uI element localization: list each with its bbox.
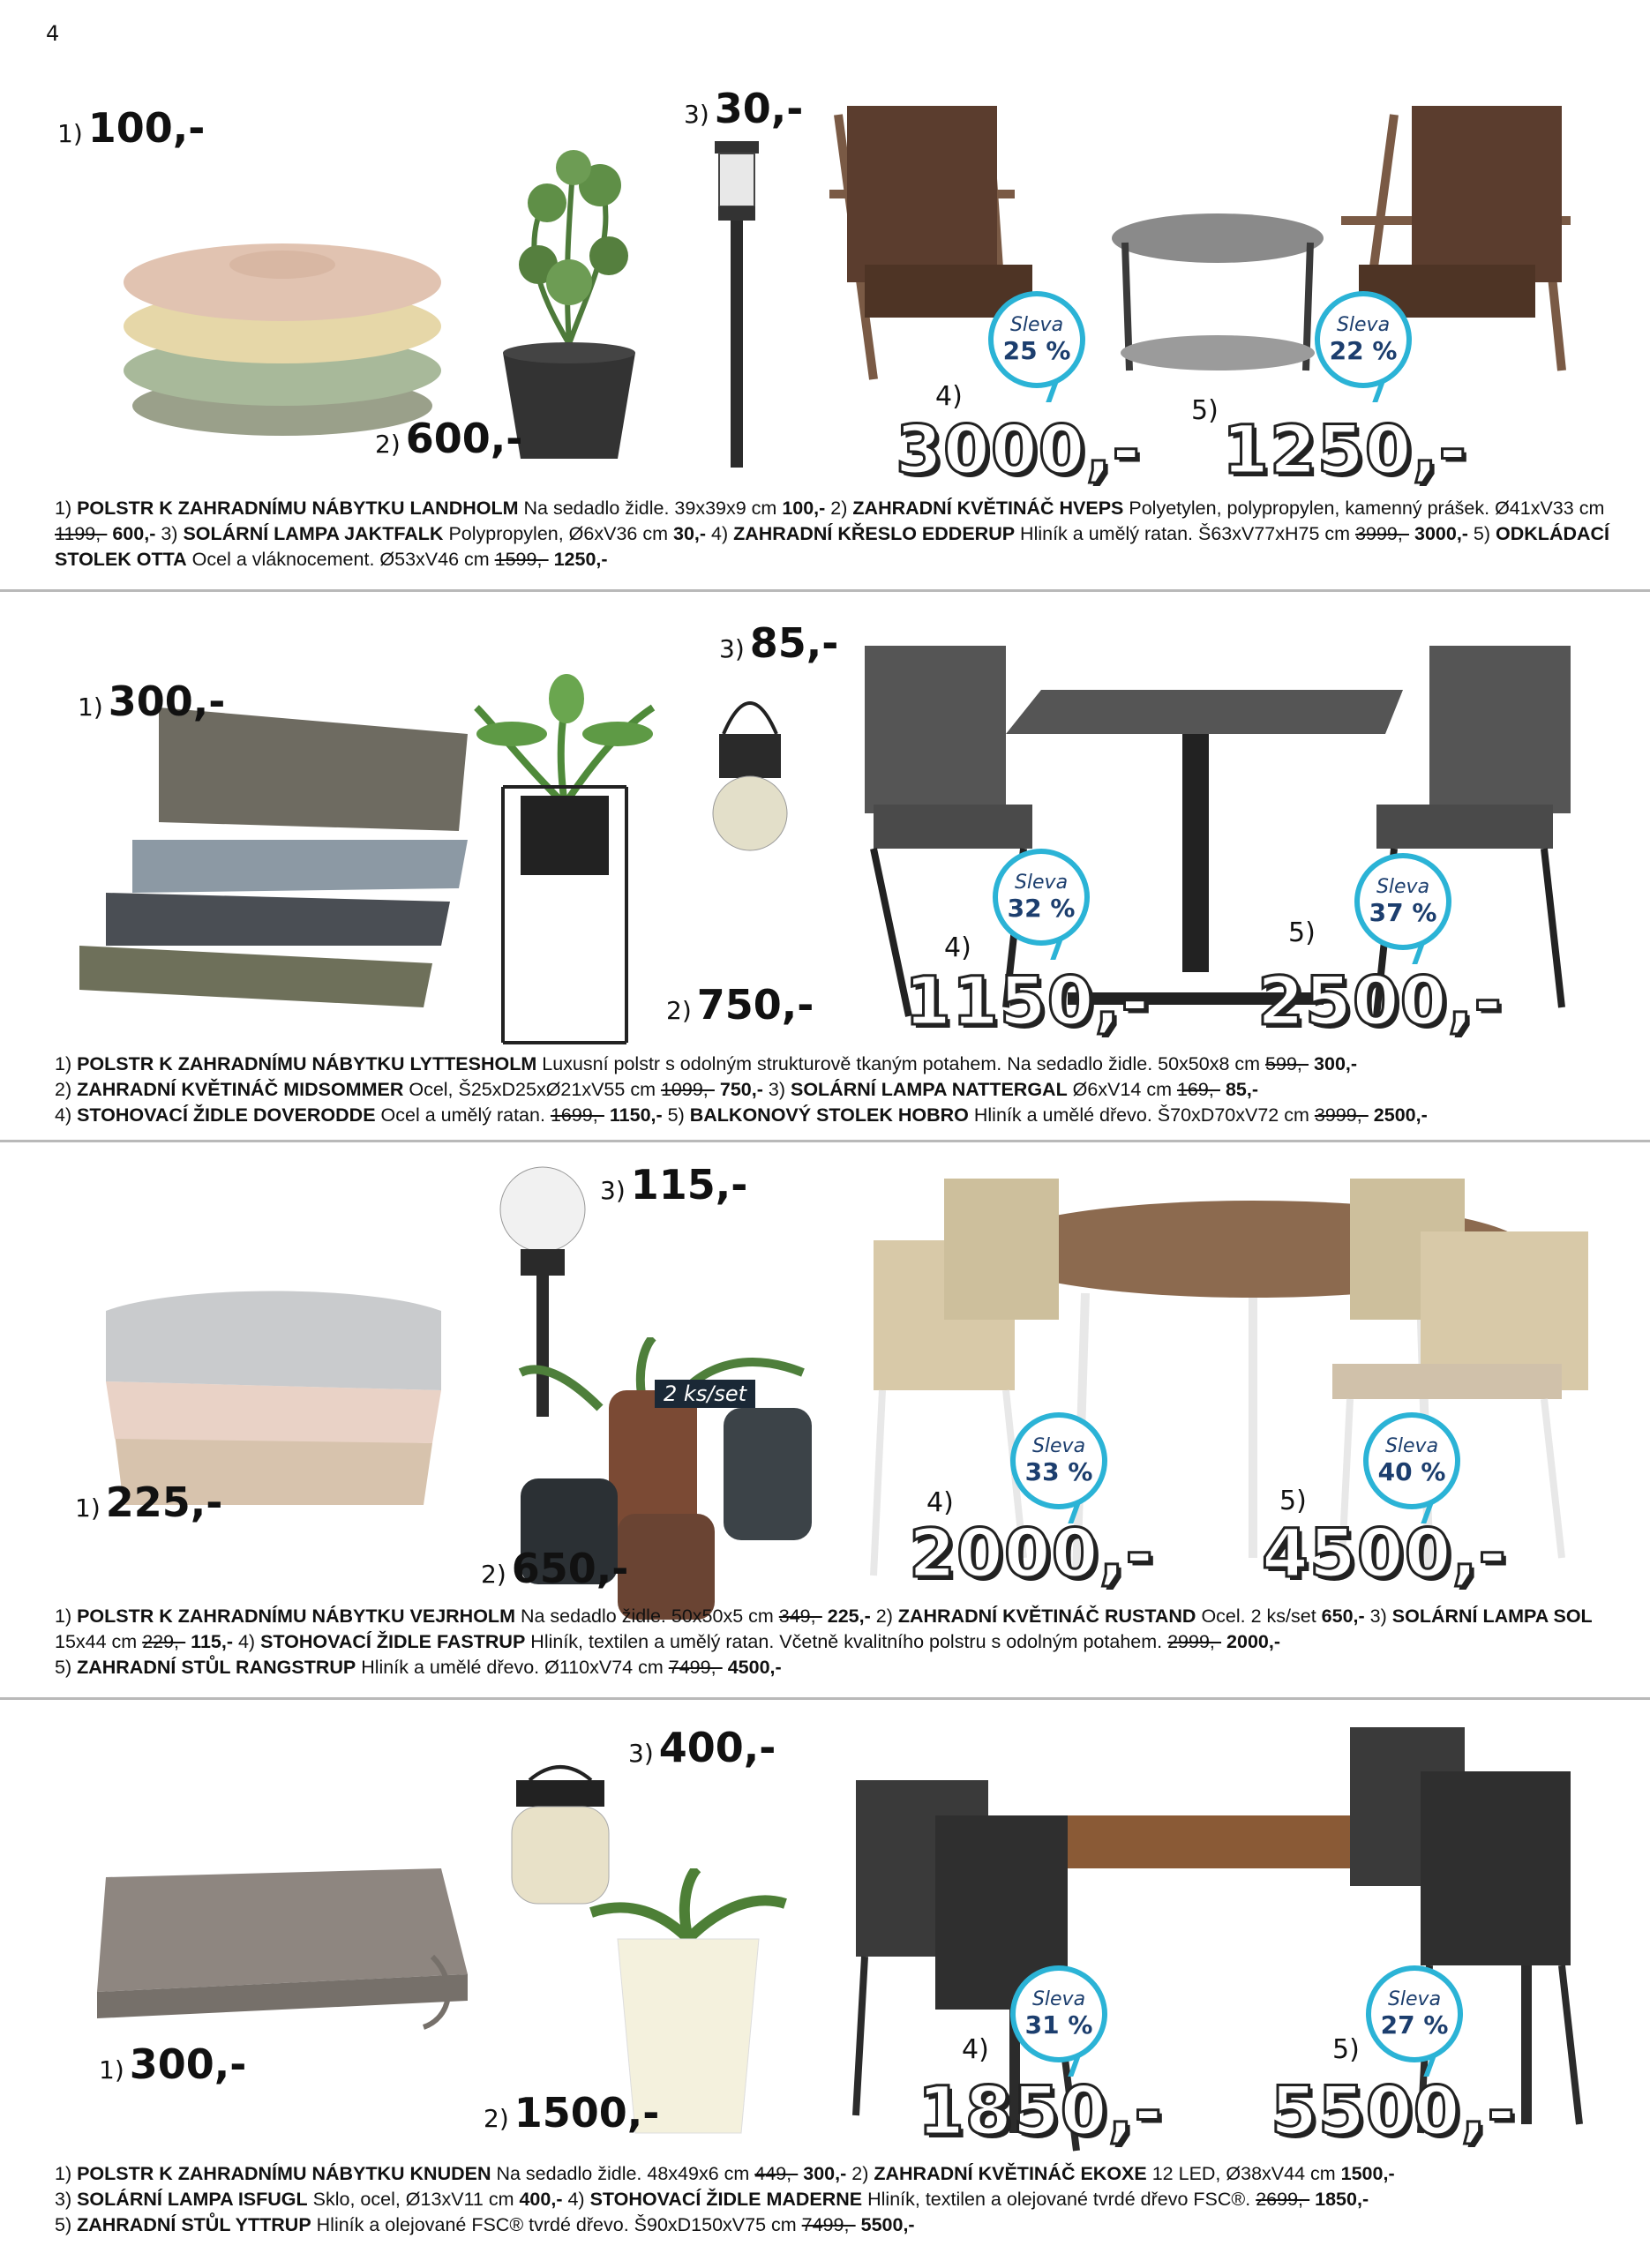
discount-badge-5: Sleva 40 % [1363,1412,1460,1509]
discount-badge-4: Sleva 33 % [1010,1412,1107,1509]
cushion-stack-image [106,150,459,441]
price-5-number: 5) [1332,2034,1360,2065]
price-4-big: 1150,- [904,962,1150,1040]
price-5-number: 5) [1279,1486,1307,1516]
price-2: 2) 1500,- [484,2089,660,2137]
section-4 [0,1701,1650,2268]
armchair-set-image [812,88,1606,423]
section-divider-2 [0,1140,1650,1142]
stand-planter-image [468,672,662,1052]
section-1 [0,0,1650,591]
discount-badge-5: Sleva 27 % [1366,1965,1463,2062]
price-5-number: 5) [1191,395,1219,426]
price-5-big: 5500,- [1271,2071,1516,2150]
price-2: 2) 750,- [666,981,814,1029]
price-4-big: 2000,- [909,1514,1154,1592]
price-2: 2) 650,- [481,1545,629,1592]
section-divider-1 [0,589,1650,592]
section-3 [0,1143,1650,1699]
discount-badge-5: Sleva 22 % [1315,291,1412,388]
seat-cushion-stack-image [62,681,485,1016]
price-4-number: 4) [926,1487,954,1518]
section-2 [0,593,1650,1140]
set-tag: 2 ks/set [655,1380,755,1408]
price-4-number: 4) [962,2034,989,2065]
price-5-big: 2500,- [1257,962,1503,1040]
price-4-number: 4) [935,381,963,412]
price-5-number: 5) [1288,917,1316,948]
product-description-4: 1) POLSTR K ZAHRADNÍMU NÁBYTKU KNUDEN Na sedadlo židle. 48x49x6 cm 449,- 300,- 2) ZAHRADNÍ KVĚTINÁČ EKOXE 12 LED, Ø38xV44 cm 1500,- 3) SOLÁRNÍ LAMPA ISFUGL Sklo, ocel, Ø13xV11 cm 400,- 4) STOHOVACÍ ŽIDLE MADERNE Hliník, textilen a olejované tvrdé dřevo FSC®. 2699,- 1850,- 5) ZAHRADNÍ STŮL YTTRUP Hliník a olejované FSC® tvrdé dřevo. Š90xD150xV75 cm 7499,- 5500,- [55,2163,1395,2235]
discount-badge-4: Sleva 25 % [988,291,1085,388]
price-3: 3) 400,- [628,1724,776,1771]
price-3: 3) 30,- [684,85,804,132]
hanging-solar-lamp-image [706,672,794,866]
price-2: 2) 600,- [375,415,523,462]
discount-badge-4: Sleva 32 % [993,849,1090,946]
product-description-3: 1) POLSTR K ZAHRADNÍMU NÁBYTKU VEJRHOLM Na sedadlo židle. 50x50x5 cm 349,- 225,- 2) ZAHRADNÍ KVĚTINÁČ RUSTAND Ocel. 2 ks/set 650,- 3) SOLÁRNÍ LAMPA SOL 15x44 cm 229,- 115,- 4) STOHOVACÍ ŽIDLE FASTRUP Hliník, textilen a umělý ratan. Včetně kvalitního polstru s odolným potahem. 2999,- 2000,- 5) ZAHRADNÍ STŮL RANGSTRUP Hliník a umělé dřevo. Ø110xV74 cm 7499,- 4500,- [55,1606,1593,1678]
product-description-2: 1) POLSTR K ZAHRADNÍMU NÁBYTKU LYTTESHOLM Luxusní polstr s odolným strukturově tkaným potahem. Na sedadlo židle. 50x50x8 cm 599,- 300,- 2) ZAHRADNÍ KVĚTINÁČ MIDSOMMER Ocel, Š25xD25xØ21xV55 cm 1099,- 750,- 3) SOLÁRNÍ LAMPA NATTERGAL Ø6xV14 cm 169,- 85,- 4) STOHOVACÍ ŽIDLE DOVERODDE Ocel a umělý ratan. 1699,- 1150,- 5) BALKONOVÝ STOLEK HOBRO Hliník a umělé dřevo. Š70xD70xV72 cm 3999,- 2500,- [55,1053,1428,1126]
product-description-1: 1) POLSTR K ZAHRADNÍMU NÁBYTKU LANDHOLM Na sedadlo židle. 39x39x9 cm 100,- 2) ZAHRADNÍ KVĚTINÁČ HVEPS Polyetylen, polypropylen, kamenný prášek. Ø41xV33 cm 1199,- 600,- 3) SOLÁRNÍ LAMPA JAKTFALK Polypropylen, Ø6xV36 cm 30,- 4) ZAHRADNÍ KŘESLO EDDERUP Hliník a umělý ratan. Š63xV77xH75 cm 3999,- 3000,- 5) ODKLÁDACÍ STOLEK OTTA Ocel a vláknocement. Ø53xV46 cm 1599,- 1250,- [55,498,1610,570]
price-4-big: 1850,- [918,2071,1163,2150]
price-5-big: 1250,- [1222,410,1467,489]
discount-badge-5: Sleva 37 % [1354,853,1451,950]
price-5-big: 4500,- [1262,1514,1507,1592]
price-1: 1) 225,- [75,1478,223,1526]
seat-pad-image [79,1860,485,2036]
price-3: 3) 115,- [600,1161,748,1209]
discount-badge-4: Sleva 31 % [1010,1965,1107,2062]
price-1: 1) 300,- [78,677,226,725]
price-4-big: 3000,- [896,410,1141,489]
solar-stake-lamp-image [706,132,768,476]
page-number: 4 [46,21,60,46]
price-1: 1) 100,- [57,104,206,152]
price-1: 1) 300,- [99,2040,247,2088]
price-4-number: 4) [944,932,971,963]
price-3: 3) 85,- [719,619,839,667]
section-divider-3 [0,1697,1650,1700]
